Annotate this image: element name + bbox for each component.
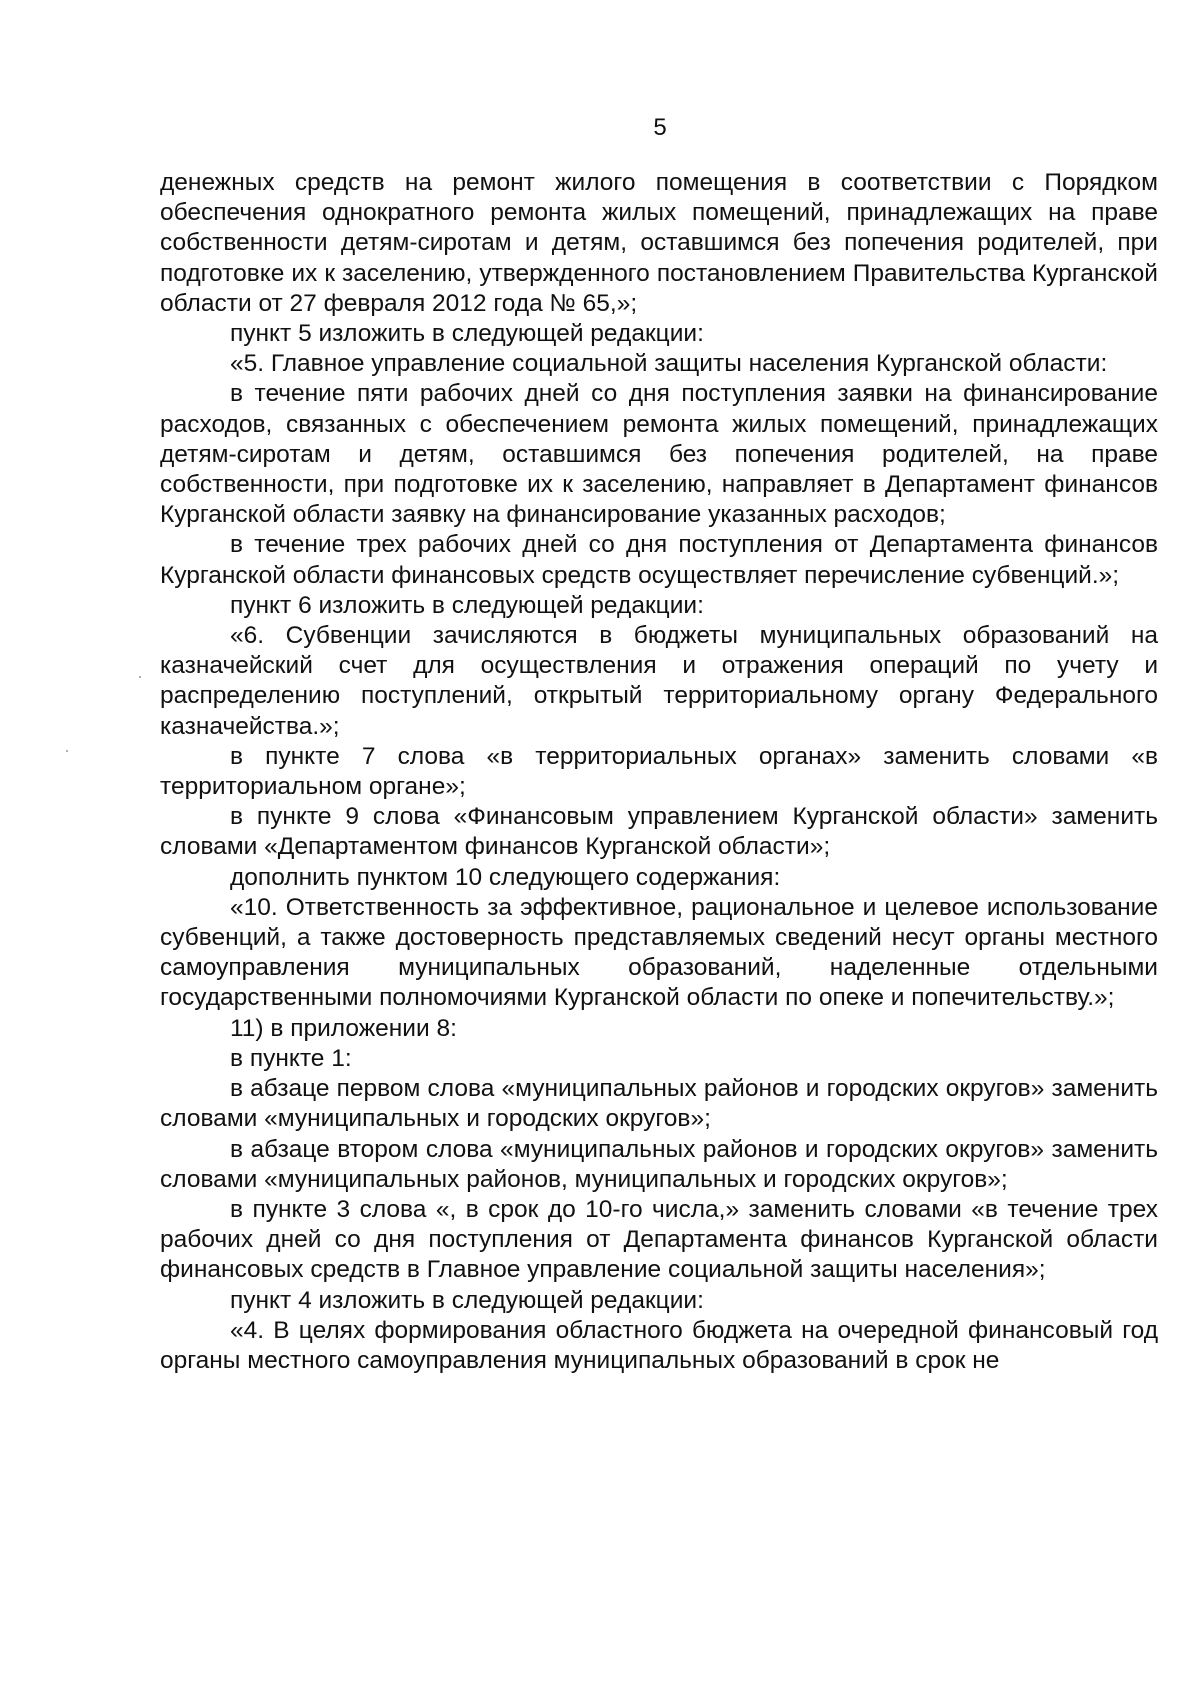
paragraph: в течение пяти рабочих дней со дня поступления заявки на финансирование расходов, связанных с обеспечением ремонта жилых помещений, принадлежащих детям-сиротам и детям, оставшимся без попечения родителей, на праве собственности, при подготовке их к заселению, направляет в Департамент финансов Курганской области заявку на финансирование указанных расходов; [160, 380, 1158, 529]
page-number: 5 [653, 114, 667, 141]
scan-speck [139, 676, 141, 678]
paragraph: в пункте 1: [230, 1044, 352, 1072]
paragraph: «4. В целях формирования областного бюджета на очередной финансовый год органы местного самоуправления муниципальных образований в срок не [160, 1316, 1158, 1374]
paragraph: в пункте 7 слова «в территориальных органах» заменить словами «в территориальном органе»; [160, 742, 1158, 801]
scan-speck [66, 750, 68, 752]
paragraph: пункт 6 изложить в следующей редакции: [230, 591, 704, 619]
paragraph: «6. Субвенции зачисляются в бюджеты муниципальных образований на казначейский счет для осуществления и отражения операций по учету и распределению поступлений, открытый территориальному органу Федерального казначейства.»; [160, 622, 1158, 740]
paragraph: пункт 4 изложить в следующей редакции: [230, 1286, 704, 1314]
paragraph: в пункте 9 слова «Финансовым управлением Курганской области» заменить словами «Департаментом финансов Курганской области»; [160, 803, 1158, 861]
paragraph: дополнить пунктом 10 следующего содержания: [230, 863, 781, 891]
paragraph: «10. Ответственность за эффективное, рациональное и целевое использование субвенций, а также достоверность представляемых сведений несут органы местного самоуправления муниципальных образований, наделенные отдельными государственными полномочиями Курганской области по опеке и попечительству.»; [160, 893, 1158, 1012]
paragraph: в абзаце первом слова «муниципальных районов и городских округов» заменить словами «муниципальных и городских округов»; [160, 1075, 1158, 1133]
paragraph: пункт 5 изложить в следующей редакции: [230, 320, 704, 348]
paragraph: в пункте 3 слова «, в срок до 10-го числа,» заменить словами «в течение трех рабочих дней со дня поступления от Департамента финансов Курганской области финансовых средств в Главное управление социальной защиты населения»; [160, 1195, 1158, 1284]
paragraph: «5. Главное управление социальной защиты населения Курганской области: [230, 350, 1108, 378]
paragraph: в течение трех рабочих дней со дня поступления от Департамента финансов Курганской области финансовых средств осуществляет перечисление субвенций.»; [160, 531, 1158, 589]
document-body [160, 168, 1158, 1376]
paragraph: 11) в приложении 8: [230, 1014, 457, 1042]
paragraph: в абзаце втором слова «муниципальных районов и городских округов» заменить словами «муниципальных районов, муниципальных и городских округов»; [160, 1135, 1158, 1193]
paragraph: денежных средств на ремонт жилого помещения в соответствии с Порядком обеспечения однократного ремонта жилых помещений, принадлежащих на праве собственности детям-сиротам и детям, оставшимся без попечения родителей, при подготовке их к заселению, утвержденного постановлением Правительства Курганской области от 27 февраля 2012 года № 65,»; [160, 169, 1158, 317]
